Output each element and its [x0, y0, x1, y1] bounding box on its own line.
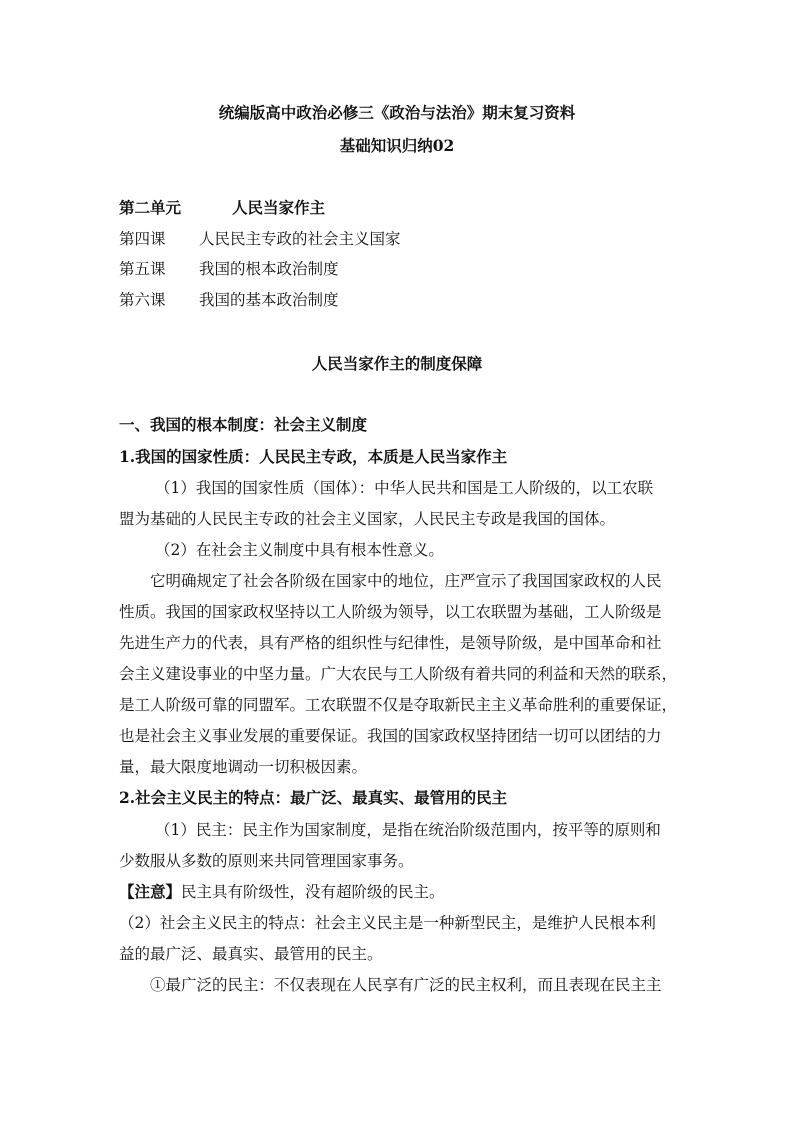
section-title: 人民当家作主的制度保障: [311, 354, 483, 373]
toc-unit: [119, 198, 679, 218]
paragraph-line: 它明确规定了社会各阶级在国家中的地位，庄严宣示了我国国家政权的人民: [150, 572, 662, 590]
paragraph-line: 盟为基础的人民民主专政的社会主义国家，人民民主专政是我国的国体。: [119, 510, 616, 528]
toc-lesson-label: 第五课: [119, 260, 166, 278]
toc-lesson-title: 我国的根本政治制度: [199, 260, 339, 278]
note-tag: 【注意】: [119, 882, 182, 901]
toc-lesson-label: 第六课: [119, 291, 166, 309]
note-text: 民主具有阶级性，没有超阶级的民主。: [181, 883, 445, 901]
toc-unit-title: 人民当家作主: [232, 198, 326, 217]
document-subtitle: 基础知识归纳02: [339, 136, 455, 155]
paragraph-line: （2）社会主义民主的特点：社会主义民主是一种新型民主，是维护人民根本利: [119, 914, 656, 932]
paragraph-line: 益的最广泛、最真实、最管用的民主。: [119, 945, 383, 963]
paragraph-line: 少数服从多数的原则来共同管理国家事务。: [119, 852, 414, 870]
paragraph-line: （2）在社会主义制度中具有根本性意义。: [155, 541, 444, 559]
toc-lesson: [119, 290, 679, 310]
paragraph-line: （1）民主：民主作为国家制度，是指在统治阶级范围内，按平等的原则和: [155, 821, 661, 839]
toc-lesson-title: 我国的基本政治制度: [199, 291, 339, 309]
paragraph-line: ①最广泛的民主：不仅表现在人民享有广泛的民主权利，而且表现在民主主: [150, 976, 662, 994]
heading-level-2: 2.社会主义民主的特点：最广泛、最真实、最管用的民主: [119, 788, 508, 807]
paragraph-line: 量，最大限度地调动一切积极因素。: [119, 758, 368, 776]
toc-lesson-label: 第四课: [119, 230, 166, 248]
paragraph-line: 是工人阶级可靠的同盟军。工农联盟不仅是夺取新民主主义革命胜利的重要保证，: [119, 696, 678, 714]
paragraph-line: 会主义建设事业的中坚力量。广大农民与工人阶级有着共同的利益和天然的联系，: [119, 665, 678, 683]
paragraph-line: （1）我国的国家性质（国体）：中华人民共和国是工人阶级的，以工农联: [155, 479, 654, 497]
paragraph-line: 也是社会主义事业发展的重要保证。我国的国家政权坚持团结一切可以团结的力: [119, 727, 662, 745]
toc-unit-label: 第二单元: [119, 198, 182, 217]
paragraph-line: 性质。我国的国家政权坚持以工人阶级为领导，以工农联盟为基础，工人阶级是: [119, 603, 662, 621]
document-title: 统编版高中政治必修三《政治与法治》期末复习资料: [218, 103, 576, 122]
toc-lesson: [119, 229, 679, 249]
note-line: [119, 882, 679, 902]
toc-lesson: [119, 259, 679, 279]
heading-level-1: 一、我国的根本制度：社会主义制度: [119, 415, 368, 434]
heading-level-2: 1.我国的国家性质：人民民主专政，本质是人民当家作主: [119, 447, 508, 466]
toc-lesson-title: 人民民主专政的社会主义国家: [199, 230, 401, 248]
paragraph-line: 先进生产力的代表，具有严格的组织性与纪律性，是领导阶级，是中国革命和社: [119, 634, 662, 652]
